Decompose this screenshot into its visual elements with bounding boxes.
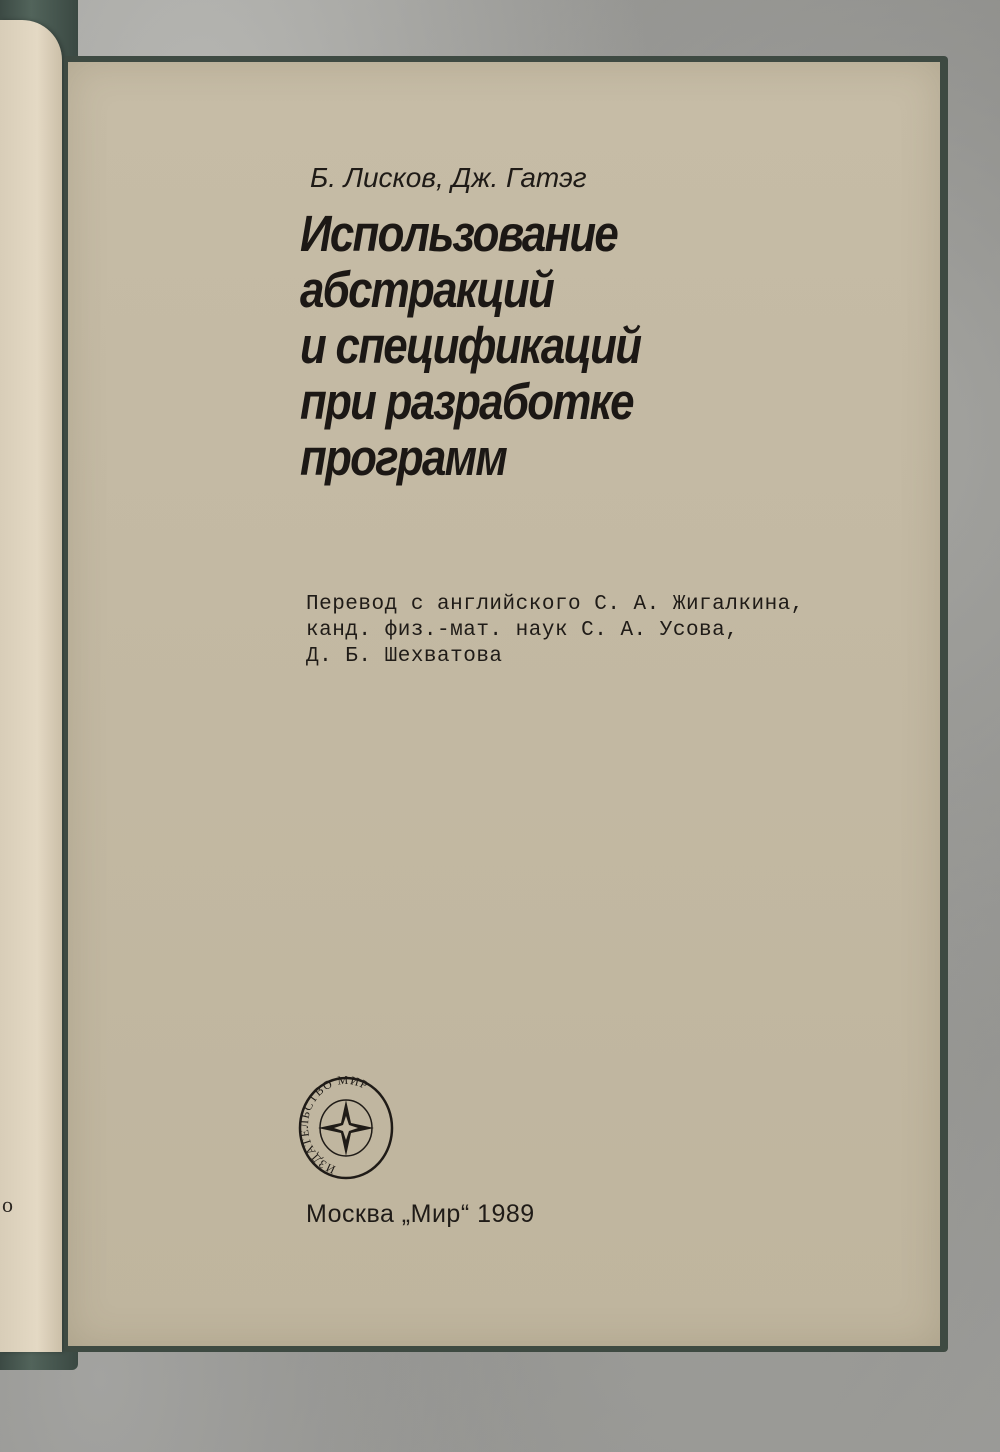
translators-line: Перевод с английского С. А. Жигалкина, [306, 593, 804, 616]
title-line: программ [300, 429, 507, 486]
compass-star-icon [296, 1076, 396, 1184]
book-title [300, 206, 640, 486]
publisher-logo [296, 1076, 396, 1184]
translators-line: канд. физ.-мат. наук С. А. Усова, [306, 619, 739, 642]
title-line: абстракций [300, 261, 554, 318]
left-page [0, 20, 62, 1352]
title-line: при разработке [300, 373, 633, 430]
translators-credit [306, 592, 804, 670]
publisher-logo-lettering: ИЗДАТЕЛЬСТВО МИР [296, 1076, 371, 1177]
title-line: Использование [300, 205, 618, 262]
title-line: и спецификаций [300, 317, 641, 374]
imprint: Москва „Мир“ 1989 [306, 1200, 535, 1228]
left-page-edge-text: о [2, 1192, 13, 1217]
translators-line: Д. Б. Шехватова [306, 645, 503, 668]
authors: Б. Лисков, Дж. Гатэг [310, 162, 587, 193]
